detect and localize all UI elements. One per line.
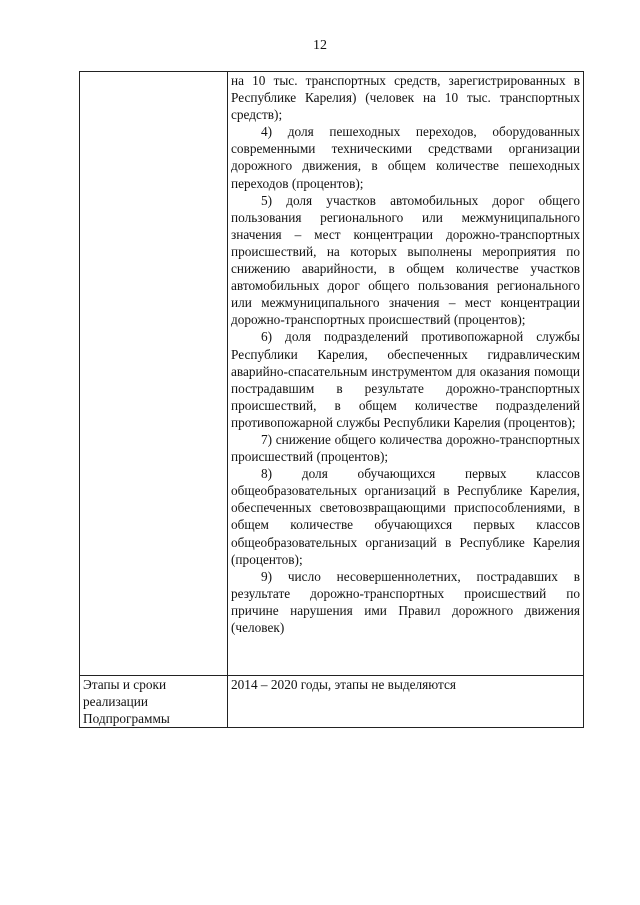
subprogram-passport-table [79, 71, 584, 728]
paragraph-indicator-9: 9) число несовершеннолетних, пострадавших в результате дорожно-транспортных происшествий по причине нарушения ими Правил дорожного движения (человек) [231, 568, 580, 635]
paragraph-indicator-7: 7) снижение общего количества дорожно-транспортных происшествий (процентов); [231, 431, 580, 465]
paragraph-continuation: на 10 тыс. транспортных средств, зарегистрированных в Республике Карелия) (человек на 10 тыс. транспортных средств); [231, 73, 580, 123]
indicators-cell [228, 72, 584, 676]
row-label [80, 72, 228, 676]
page-number: 12 [313, 38, 327, 53]
paragraph-stages: 2014 – 2020 годы, этапы не выделяются [231, 677, 457, 692]
paragraph-indicator-8: 8) доля обучающихся первых классов общеобразовательных организаций в Республике Карелия, обеспеченных световозвращающими приспособлениями, в общем количестве обучающихся первых классов общеобразовательных организаций в Республике Карелия (процентов); [231, 466, 580, 567]
table-row [80, 676, 584, 728]
paragraph-indicator-5: 5) доля участков автомобильных дорог общего пользования регионального или межмуниципального значения – мест концентрации дорожно-транспортных происшествий, на которых выполнены мероприятия по снижению аварийности, в общем количестве участков автомобильных дорог общего пользования регионального или межмуниципального значения – мест концентрации дорожно-транспортных происшествий (процентов); [231, 192, 580, 328]
paragraph-indicator-6: 6) доля подразделений противопожарной службы Республики Карелия, обеспеченных гидравлическим аварийно-спасательным инструментом для оказания помощи пострадавшим в результате дорожно-транспортных происшествий, в общем количестве подразделений противопожарной службы Республики Карелия (процентов); [231, 329, 580, 430]
paragraph-indicator-4: 4) доля пешеходных переходов, оборудованных современными техническими средствами организации дорожного движения, в общем количестве пешеходных переходов (процентов); [231, 124, 580, 191]
table-row [80, 72, 584, 676]
stages-cell [228, 676, 584, 728]
row-label-stages: Этапы и сроки реализации Подпрограммы [80, 676, 228, 728]
